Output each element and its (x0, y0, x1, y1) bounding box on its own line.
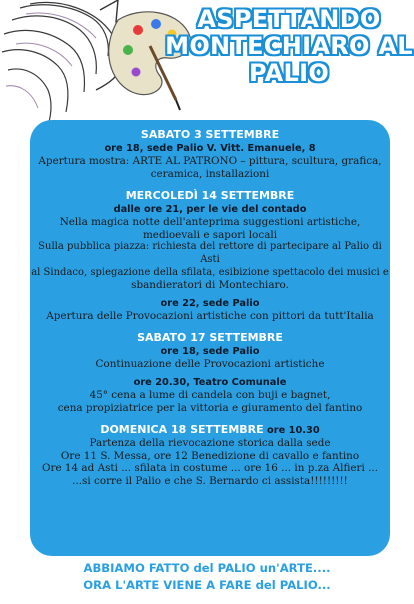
title-line-1: ASPETTANDO (197, 5, 381, 33)
event-text: ceramica, installazioni (150, 167, 270, 180)
event-text: Sulla pubblica piazza: richiesta del rettore di partecipare al Palio di Asti (38, 241, 382, 265)
event-text: Nella magica notte dell'anteprima suggestioni artistiche, (59, 216, 361, 229)
event-time-place: ore 18, sede Palio V. Vitt. Emanuele, 8 (104, 143, 316, 154)
event-date: SABATO 3 SETTEMBRE (140, 128, 280, 141)
poster-title (165, 6, 413, 87)
event-time-place: ore 20.30, Teatro Comunale (133, 376, 287, 388)
title-line-3: PALIO (248, 59, 330, 87)
event-text: Partenza della rievocazione storica dalla sede (89, 437, 331, 450)
event-sabato-3 (30, 128, 390, 180)
event-text: cena propiziatrice per la vittoria e giuramento del fantino (57, 401, 363, 414)
title-line-2: MONTECHIARO AL (165, 32, 413, 60)
event-text: al Sindaco, spiegazione della sfilata, esibizione spettacolo dei musici e (31, 266, 389, 278)
event-date: MERCOLEDÌ 14 SETTEMBRE (125, 189, 295, 203)
event-date: SABATO 17 SETTEMBRE (137, 331, 283, 345)
slogan-line-1: ABBIAMO FATTO del PALIO un'ARTE.... (83, 561, 331, 575)
event-time-place: ore 18, sede Palio (160, 346, 260, 358)
event-domenica-18 (30, 423, 390, 487)
event-text: 45° cena a lume di candela con buji e bagnet, (89, 388, 331, 401)
event-time-place: ore 22, sede Palio (160, 297, 260, 309)
event-text: medioevali e sapori locali (142, 228, 278, 241)
event-sabato-17 (30, 331, 390, 414)
event-text: Apertura delle Provocazioni artistiche con pittori da tutt'Italia (46, 309, 374, 322)
program-content (30, 128, 390, 488)
event-text: ...si corre il Palio e che S. Bernardo ci assista!!!!!!!!! (72, 474, 348, 487)
event-text: Ore 14 ad Asti ... sfilata in costume ... ore 16 ... in p.za Alfieri ... (41, 462, 379, 475)
event-date: DOMENICA 18 SETTEMBRE (100, 423, 264, 437)
event-text: sbandieratori di Montechiaro. (131, 279, 289, 292)
event-text: Continuazione delle Provocazioni artistiche (95, 358, 325, 371)
event-date-line (30, 423, 390, 437)
slogan-line-2: ORA L'ARTE VIENE A FARE del PALIO... (83, 578, 331, 592)
event-time: ore 10.30 (263, 425, 320, 437)
horse-icon (2, 2, 112, 126)
event-text: Ore 11 S. Messa, ore 12 Benedizione di cavallo e fantino (60, 449, 360, 462)
event-time-place: dalle ore 21, per le vie del contado (113, 204, 307, 216)
event-text: Apertura mostra: ARTE AL PATRONO – pittura, scultura, grafica, (38, 155, 382, 167)
poster-slogan (0, 560, 414, 594)
event-mercoledi-14 (30, 189, 390, 322)
